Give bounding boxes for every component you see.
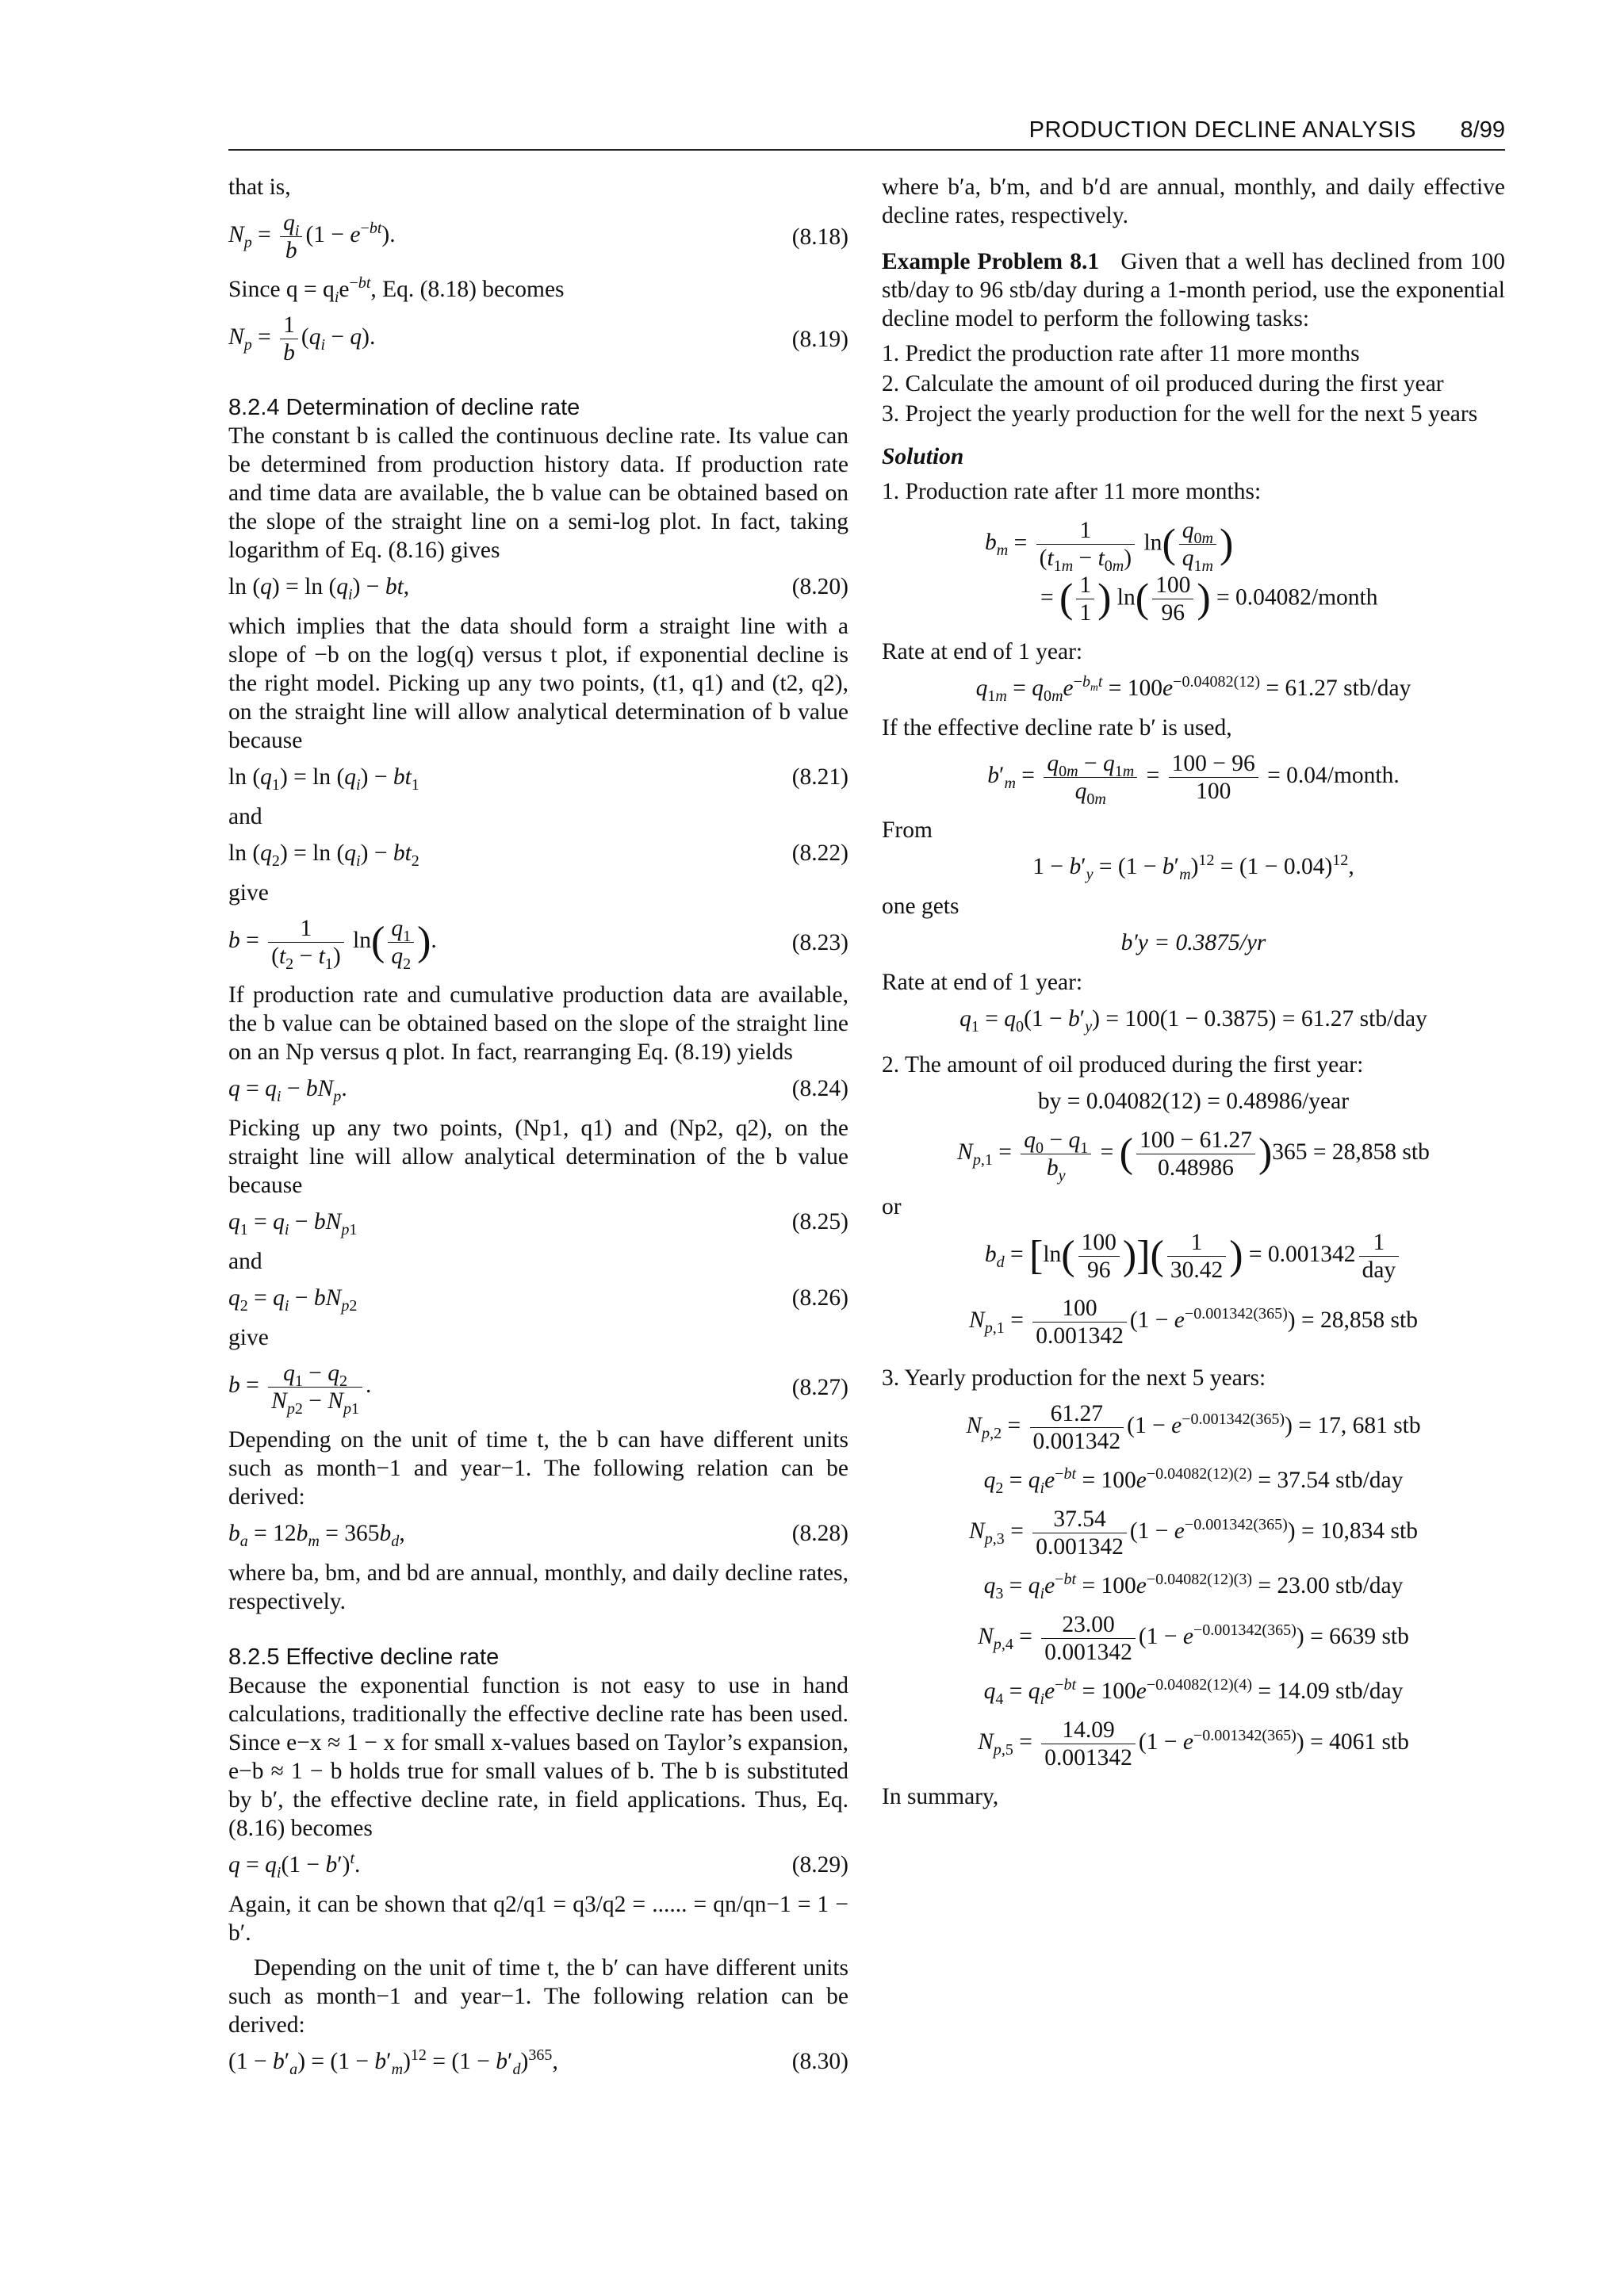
and-text: and <box>228 804 262 829</box>
equation-8-29: $q = q_i(1 - b')^t$. (8.29) <box>228 1850 848 1881</box>
paragraph: where b′a, b′m, and b′d are annual, monthly, and daily effective decline rates, respectively. <box>882 174 1505 228</box>
equation-8-20: $\ln (q) = \ln (q_i)$ − bt, (8.20) <box>228 574 848 603</box>
equation-number: (8.28) <box>791 1521 848 1546</box>
equation-np4: $N_{p,4}$ = $\frac{23.00}{0.001342}$ $(1 - e^{-0.001342(365)}) = 6639$ stb <box>978 1612 1409 1665</box>
right-column <box>882 173 1505 1817</box>
and-text: and <box>228 1249 262 1274</box>
paragraph: Because the exponential function is not easy to use in hand calculations, traditionally the effective decline rate has been used. Since e−x ≈ 1 − x for small x-values based on Taylor’s expansion, e−b ≈ 1 − b holds true for small values of b. The b is substituted by b′, the effective decline rate, in field applications. Thus, Eq. (8.16) becomes <box>228 1673 848 1841</box>
running-header <box>228 114 1505 147</box>
task-list <box>882 339 1505 428</box>
equation-bprime-m: $b'_m$ = $\frac{q_{0m} - q_{1m}}{q_{0m}}$ = $\frac{100 - 96}{100}$ = 0.04/month. <box>987 751 1400 808</box>
equation-np3: $N_{p,3}$ = $\frac{37.54}{0.001342}$ $(1 - e^{-0.001342(365)}) = 10,834$ stb <box>969 1506 1418 1560</box>
step-text: one gets <box>882 894 959 919</box>
section-heading-8-2-4: 8.2.4 Determination of decline rate <box>228 395 580 420</box>
paragraph: where ba, bm, and bd are annual, monthly, and daily decline rates, respectively. <box>228 1560 848 1614</box>
step-text: 3. Yearly production for the next 5 years: <box>882 1365 1266 1391</box>
step-text: Rate at end of 1 year: <box>882 970 1083 995</box>
equation-number: (8.27) <box>791 1374 848 1400</box>
equation-8-26: $q_2 = q_i - bN_{p2}$ (8.26) <box>228 1285 848 1315</box>
equation-number: (8.24) <box>791 1076 848 1101</box>
since-text: Since $q = q_ie^{-bt}$, Eq. (8.18) becomes <box>228 274 565 306</box>
step-text: 2. The amount of oil produced during the first year: <box>882 1052 1364 1078</box>
step-text: 1. Production rate after 11 more months: <box>882 479 1262 504</box>
equation-8-19: $N_p$ = $\frac{1}{b}$ $(q_i - q)$. (8.19) <box>228 312 848 366</box>
list-item: 1. Predict the production rate after 11 more months <box>882 341 1360 366</box>
give-text: give <box>228 880 269 905</box>
equation-np1-b: $N_{p,1}$ = $\frac{100}{0.001342}$ $(1 - e^{-0.001342(365)}) = 28,858$ stb <box>969 1296 1418 1349</box>
equation-8-30: $(1 - b'_a) = (1 - b'_m)^{12} = (1 - b'_d)^{365}$, (8.30) <box>228 2046 848 2078</box>
equation-8-24: $q = q_i - bN_p$. (8.24) <box>228 1076 848 1105</box>
equation-number: (8.26) <box>791 1285 848 1311</box>
equation-number: (8.18) <box>791 224 848 250</box>
give-text: give <box>228 1325 269 1350</box>
equation-number: (8.29) <box>791 1852 848 1878</box>
equation-8-21: $\ln (q_1) = \ln (q_i) - bt_1$ (8.21) <box>228 764 848 794</box>
solution-label: Solution <box>882 444 964 469</box>
left-column <box>228 173 848 2087</box>
equation-8-18: $N_p$ = $\frac{q_i}{b}$ $(1 - e^{-bt})$. (8.18) <box>228 210 848 263</box>
list-item: 3. Project the yearly production for the well for the next 5 years <box>882 401 1478 427</box>
equation-np1: $N_{p,1}$ = $\frac{q_0 - q_1}{b_y}$ = ( $\frac{100 - 61.27}{0.48986}$ )365 = 28,858 stb <box>957 1127 1430 1185</box>
equation-8-27: b = $\frac{q_1 - q_2}{N_{p2} - N_{p1}}$ . (8.27) <box>228 1361 848 1418</box>
paragraph: Picking up any two points, (Np1, q1) and (Np2, q2), on the straight line will allow analytical determination of the b value because <box>228 1116 848 1198</box>
equation-8-23: b = $\frac{1}{(t_2 - t_1)}$ ln( $\frac{q_1}{q_2}$ ). (8.23) <box>228 916 848 973</box>
equation-q2: $q_2 = q_ie^{-bt} = 100e^{-0.04082(12)(2)} = 37.54$ stb/day <box>983 1465 1404 1497</box>
paragraph: Depending on the unit of time t, the b can have different units such as month−1 and year−1. The following relation can be derived: <box>228 1427 848 1510</box>
page-number: 8/99 <box>1460 117 1505 143</box>
equation-8-28: $b_a = 12b_m = 365b_d$, (8.28) <box>228 1521 848 1550</box>
step-text: From <box>882 817 933 843</box>
equation-bd: $b_d = [\ln$( $\frac{100}{96}$ )]( $\frac{1}{30.42}$ ) = 0.001342 $\frac{1}{\text{day}}$ <box>882 1229 1505 1284</box>
equation-bprime-y: $1 - b'_y = (1 - b'_m)^{12} = (1 - 0.04)^{12}$, <box>1032 852 1354 883</box>
paragraph: which implies that the data should form a straight line with a slope of −b on the log(q) versus t plot, if exponential decline is the right model. Picking up any two points, (t1, q1) and (t2, q2), on the straight line will allow analytical determination of b value because <box>228 614 848 753</box>
equation-q1m: $q_{1m} = q_{0m}e^{-b_mt} = 100e^{-0.04082(12)} = 61.27$ stb/day <box>975 673 1411 705</box>
example-problem: Example Problem 8.1 Given that a well has declined from 100 stb/day to 96 stb/day during a 1-month period, use the exponential decline model to perform the following tasks: <box>882 249 1506 331</box>
equation-number: (8.19) <box>791 326 848 352</box>
equation-number: (8.30) <box>791 2049 848 2074</box>
list-item: 2. Calculate the amount of oil produced during the first year <box>882 371 1444 396</box>
that-is-text: that is, <box>228 174 291 200</box>
equation-np5: $N_{p,5}$ = $\frac{14.09}{0.001342}$ $(1 - e^{-0.001342(365)}) = 4061$ stb <box>978 1717 1409 1770</box>
example-label: Example Problem 8.1 <box>882 249 1100 274</box>
paragraph: Depending on the unit of time t, the b′ can have different units such as month−1 and year−1. The following relation can be derived: <box>228 1955 848 2038</box>
equation-8-25: $q_1 = q_i - bN_{p1}$ (8.25) <box>228 1209 848 1238</box>
equation-number: (8.25) <box>791 1209 848 1235</box>
step-text: If the effective decline rate b′ is used, <box>882 715 1232 741</box>
equation-q3: $q_3 = q_ie^{-bt} = 100e^{-0.04082(12)(3)} = 23.00$ stb/day <box>983 1571 1404 1602</box>
equation-by: by = 0.04082(12) = 0.48986/year <box>1037 1089 1350 1114</box>
step-text: or <box>882 1194 902 1219</box>
equation-8-22: $\ln (q_2) = \ln (q_i) - bt_2$ (8.22) <box>228 840 848 870</box>
equation-number: (8.21) <box>791 764 848 790</box>
equation-number: (8.23) <box>791 929 848 955</box>
section-heading-8-2-5: 8.2.5 Effective decline rate <box>228 1644 500 1670</box>
paragraph: Again, it can be shown that q2/q1 = q3/q2 = ...... = qn/qn−1 = 1 − b′. <box>228 1892 848 1946</box>
paragraph: If production rate and cumulative production data are available, the b value can be obtained based on the slope of the straight line on an Np versus q plot. In fact, rearranging Eq. (8.19) yields <box>228 982 848 1065</box>
equation-by-result: b′y = 0.3875/yr <box>1120 930 1266 955</box>
step-text: Rate at end of 1 year: <box>882 639 1083 664</box>
equation-bm: $b_m$ = $\frac{1}{(t_{1m} - t_{0m})}$ ln( $\frac{q_{0m}}{q_{1m}}$ ) = ( $\frac{1}{1}$ ) ln( $\frac{100}{96}$ ) = 0.04082/month <box>985 518 1378 626</box>
equation-q4: $q_4 = q_ie^{-bt} = 100e^{-0.04082(12)(4)} = 14.09$ stb/day <box>983 1676 1404 1708</box>
equation-number: (8.22) <box>791 840 848 866</box>
header-rule <box>228 149 1505 151</box>
header-title: PRODUCTION DECLINE ANALYSIS <box>1028 117 1416 143</box>
equation-np2: $N_{p,2}$ = $\frac{61.27}{0.001342}$ $(1 - e^{-0.001342(365)}) = 17$, 681 stb <box>966 1401 1421 1454</box>
paragraph: The constant b is called the continuous decline rate. Its value can be determined from production history data. If production rate and time data are available, the b value can be obtained based on the slope of the straight line on a semi-log plot. In fact, taking logarithm of Eq. (8.16) gives <box>228 423 848 563</box>
equation-number: (8.20) <box>791 574 848 599</box>
step-text: In summary, <box>882 1784 999 1809</box>
equation-q1: $q_1 = q_0(1 - b'_y) = 100(1 - 0.3875) = 61.27$ stb/day <box>959 1006 1427 1035</box>
